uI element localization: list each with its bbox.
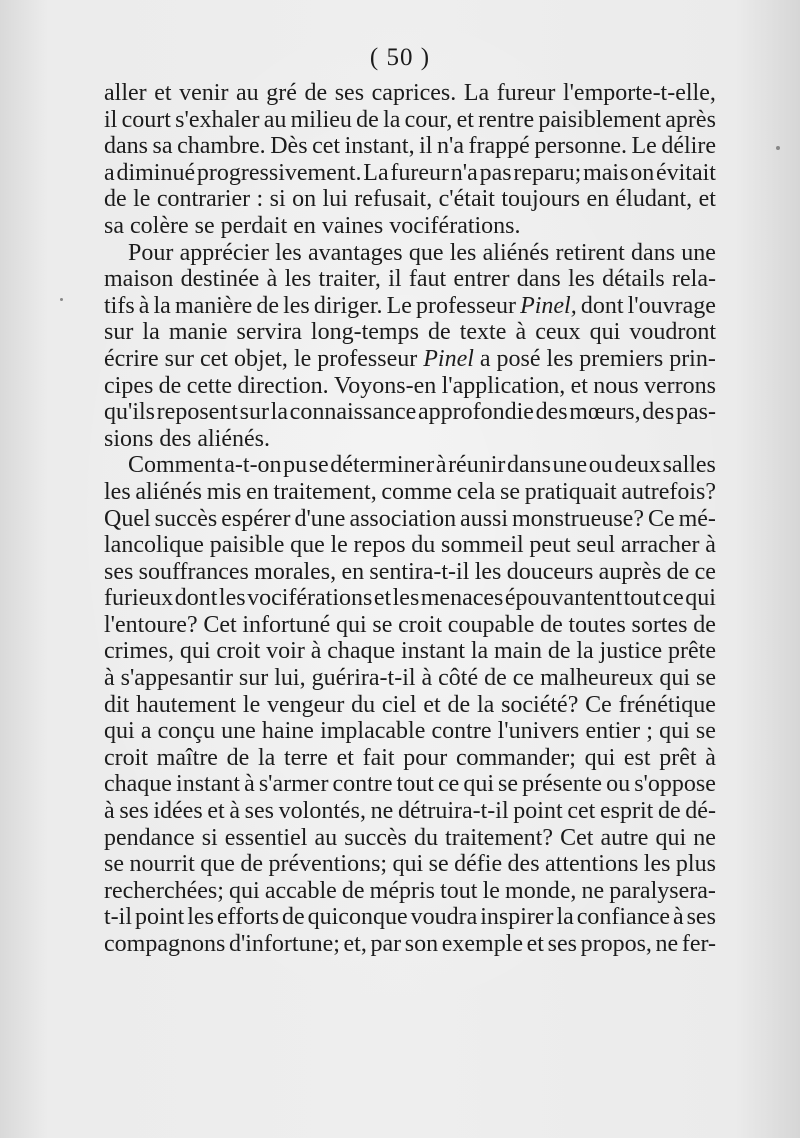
text-line: sions des aliénés. xyxy=(104,425,270,452)
text-line: Pour apprécier les avantages que les aliénés retirent dans une xyxy=(128,239,716,266)
margin-speck xyxy=(60,298,63,301)
text-line: Comment a-t-on pu se déterminer à réunir dans une ou deux salles xyxy=(128,452,716,479)
page-number: ( 50 ) xyxy=(369,44,431,71)
text-line: chaque instant à s'armer contre tout ce qui se présente ou s'oppose xyxy=(104,771,716,798)
text-line: les aliénés mis en traitement, comme cela se pratiquait autrefois? xyxy=(104,478,716,505)
text-line: de le contrarier : si on lui refusait, c'était toujours en éludant, et xyxy=(104,186,716,213)
text-line: cipes de cette direction. Voyons-en l'application, et nous verrons xyxy=(104,372,716,399)
text-line: pendance si essentiel au succès du traitement? Cet autre qui ne xyxy=(104,824,716,851)
text-line: dans sa chambre. Dès cet instant, il n'a frappé personne. Le délire xyxy=(104,133,716,160)
text-line: ses souffrances morales, en sentira-t-il les douceurs auprès de ce xyxy=(104,558,716,585)
text-line: sa colère se perdait en vaines vociférations. xyxy=(104,212,521,239)
text-line: aller et venir au gré de ses caprices. La fureur l'emporte-t-elle, xyxy=(104,80,716,106)
text-line: a diminué progressivement. La fureur n'a pas reparu; mais on évitait xyxy=(104,159,716,186)
text-line: à s'appesantir sur lui, guérira-t-il à côté de ce malheureux qui se xyxy=(104,665,716,692)
text-line: croit maître de la terre et fait pour commander; qui est prêt à xyxy=(104,744,716,771)
body-text xyxy=(104,80,716,958)
text-line: sur la manie servira long-temps de texte à ceux qui voudront xyxy=(104,319,716,346)
text-line: crimes, qui croit voir à chaque instant la main de la justice prête xyxy=(104,638,716,665)
text-line: écrire sur cet objet, le professeur Pinel a posé les premiers prin- xyxy=(104,345,716,372)
text-line: compagnons d'infortune; et, par son exemple et ses propos, ne fer- xyxy=(104,931,716,957)
text-line: tifs à la manière de les diriger. Le professeur Pinel, dont l'ouvrage xyxy=(104,292,716,319)
text-line: Quel succès espérer d'une association aussi monstrueuse? Ce mé- xyxy=(104,505,716,532)
text-line: furieux dont les vociférations et les menaces épouvantent tout ce qui xyxy=(104,585,716,612)
text-line: maison destinée à les traiter, il faut entrer dans les détails rela- xyxy=(104,266,716,293)
text-line: qui a conçu une haine implacable contre l'univers entier ; qui se xyxy=(104,718,716,745)
text-line: se nourrit que de préventions; qui se défie des attentions les plus xyxy=(104,851,716,878)
text-line: t-il point les efforts de quiconque voudra inspirer la confiance à ses xyxy=(104,904,716,931)
text-line: à ses idées et à ses volontés, ne détruira-t-il point cet esprit de dé- xyxy=(104,798,716,825)
text-line: dit hautement le vengeur du ciel et de la société? Ce frénétique xyxy=(104,691,716,718)
text-line: recherchées; qui accable de mépris tout le monde, ne paralysera- xyxy=(104,877,716,904)
text-line: lancolique paisible que le repos du sommeil peut seul arracher à xyxy=(104,532,716,559)
margin-speck xyxy=(776,146,780,150)
text-line: l'entoure? Cet infortuné qui se croit coupable de toutes sortes de xyxy=(104,611,716,638)
text-line: il court s'exhaler au milieu de la cour, et rentre paisiblement après xyxy=(104,106,716,133)
text-line: qu'ils reposent sur la connaissance approfondie des mœurs, des pas- xyxy=(104,399,716,426)
